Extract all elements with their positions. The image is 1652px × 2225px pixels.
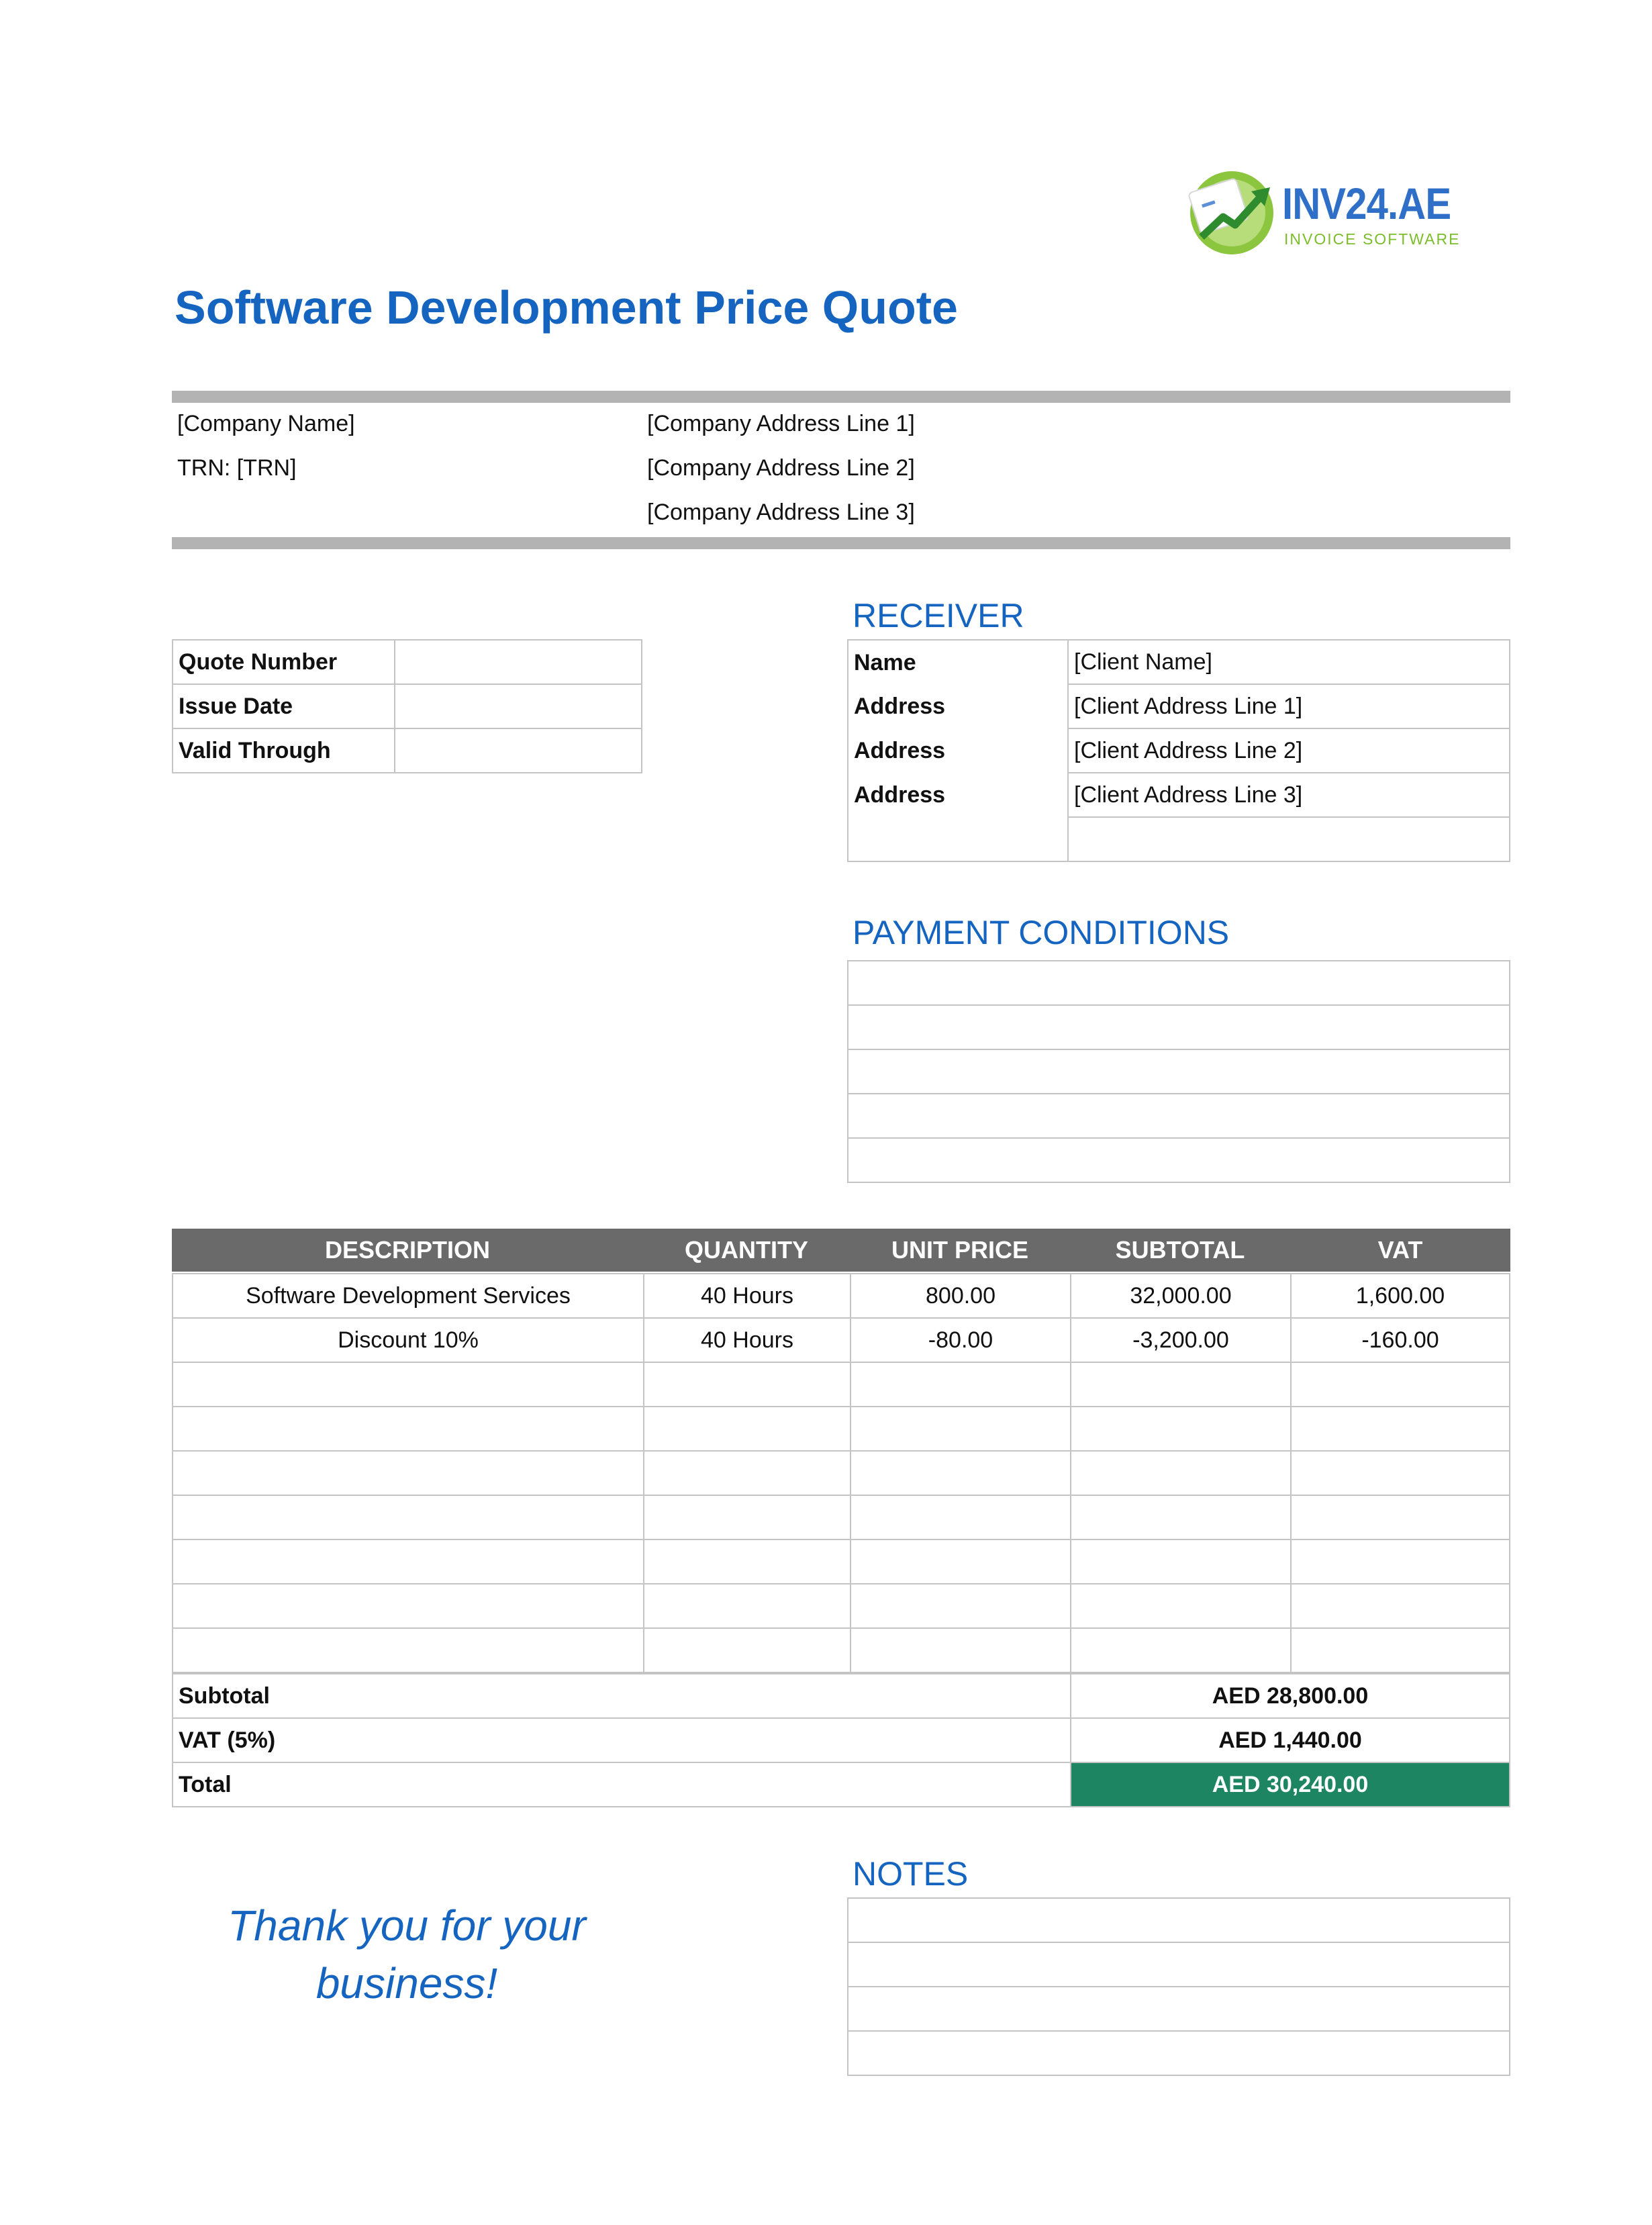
cell-quantity[interactable]: 40 Hours — [643, 1273, 851, 1319]
company-address-line-2: [Company Address Line 2] — [647, 455, 915, 481]
cell-subtotal[interactable] — [1070, 1495, 1292, 1540]
cell-vat[interactable] — [1290, 1406, 1510, 1452]
receiver-address-label-3: Address — [847, 772, 1069, 818]
subtotal-label: Subtotal — [172, 1673, 1071, 1719]
cell-description[interactable] — [172, 1495, 644, 1540]
cell-subtotal[interactable]: 32,000.00 — [1070, 1273, 1292, 1319]
valid-through-field[interactable] — [394, 728, 642, 773]
logo-brand: INV24.AE — [1282, 179, 1451, 228]
cell-vat[interactable] — [1290, 1583, 1510, 1629]
cell-vat[interactable] — [1290, 1495, 1510, 1540]
cell-vat[interactable] — [1290, 1627, 1510, 1673]
company-trn: TRN: [TRN] — [177, 455, 297, 481]
header-unit-price: UNIT PRICE — [850, 1229, 1070, 1272]
cell-subtotal[interactable] — [1070, 1362, 1292, 1407]
cell-vat[interactable]: -160.00 — [1290, 1317, 1510, 1363]
issue-date-label: Issue Date — [172, 683, 396, 729]
cell-subtotal[interactable] — [1070, 1539, 1292, 1584]
company-address-line-3: [Company Address Line 3] — [647, 500, 915, 525]
cell-description[interactable] — [172, 1450, 644, 1496]
receiver-address-field-1[interactable]: [Client Address Line 1] — [1067, 683, 1510, 729]
notes-row[interactable] — [847, 2030, 1510, 2076]
logo-tagline: INVOICE SOFTWARE — [1284, 230, 1461, 248]
notes-row[interactable] — [847, 1897, 1510, 1943]
bottom-divider — [172, 537, 1510, 549]
header-vat: VAT — [1290, 1229, 1510, 1272]
cell-description[interactable] — [172, 1583, 644, 1629]
payment-condition-row[interactable] — [847, 1137, 1510, 1183]
company-logo — [1181, 164, 1477, 258]
cell-unit-price[interactable] — [850, 1495, 1071, 1540]
receiver-address-label-2: Address — [847, 728, 1069, 773]
receiver-address-field-3[interactable]: [Client Address Line 3] — [1067, 772, 1510, 818]
receiver-address-label-1: Address — [847, 683, 1069, 729]
header-subtotal: SUBTOTAL — [1070, 1229, 1290, 1272]
cell-unit-price[interactable]: 800.00 — [850, 1273, 1071, 1319]
receiver-extra-label — [847, 816, 1069, 862]
cell-vat[interactable] — [1290, 1362, 1510, 1407]
valid-through-label: Valid Through — [172, 728, 396, 773]
receiver-name-field[interactable]: [Client Name] — [1067, 639, 1510, 685]
cell-vat[interactable]: 1,600.00 — [1290, 1273, 1510, 1319]
header-description: DESCRIPTION — [172, 1229, 643, 1272]
vat-value: AED 1,440.00 — [1070, 1717, 1510, 1763]
cell-unit-price[interactable] — [850, 1583, 1071, 1629]
cell-quantity[interactable] — [643, 1406, 851, 1452]
payment-conditions-title: PAYMENT CONDITIONS — [853, 914, 1230, 951]
quote-number-label: Quote Number — [172, 639, 396, 685]
company-name: [Company Name] — [177, 411, 355, 436]
notes-title: NOTES — [853, 1855, 969, 1893]
cell-unit-price[interactable] — [850, 1406, 1071, 1452]
payment-condition-row[interactable] — [847, 1004, 1510, 1050]
notes-row[interactable] — [847, 1942, 1510, 1987]
cell-unit-price[interactable] — [850, 1539, 1071, 1584]
payment-condition-row[interactable] — [847, 1093, 1510, 1139]
cell-quantity[interactable] — [643, 1627, 851, 1673]
cell-vat[interactable] — [1290, 1450, 1510, 1496]
cell-subtotal[interactable] — [1070, 1627, 1292, 1673]
thank-you-message: Thank you for your business! — [228, 1901, 586, 2007]
header-quantity: QUANTITY — [643, 1229, 850, 1272]
cell-description[interactable] — [172, 1627, 644, 1673]
cell-description[interactable] — [172, 1539, 644, 1584]
total-label: Total — [172, 1762, 1071, 1807]
cell-quantity[interactable]: 40 Hours — [643, 1317, 851, 1363]
cell-quantity[interactable] — [643, 1495, 851, 1540]
cell-unit-price[interactable] — [850, 1450, 1071, 1496]
page-title: Software Development Price Quote — [175, 281, 958, 334]
issue-date-field[interactable] — [394, 683, 642, 729]
cell-description[interactable]: Discount 10% — [172, 1317, 644, 1363]
receiver-title: RECEIVER — [853, 597, 1024, 634]
company-address-line-1: [Company Address Line 1] — [647, 411, 915, 436]
cell-subtotal[interactable] — [1070, 1450, 1292, 1496]
cell-unit-price[interactable] — [850, 1627, 1071, 1673]
top-divider — [172, 391, 1510, 403]
receiver-extra-field[interactable] — [1067, 816, 1510, 862]
cell-subtotal[interactable] — [1070, 1406, 1292, 1452]
payment-condition-row[interactable] — [847, 960, 1510, 1006]
cell-unit-price[interactable]: -80.00 — [850, 1317, 1071, 1363]
cell-quantity[interactable] — [643, 1539, 851, 1584]
cell-unit-price[interactable] — [850, 1362, 1071, 1407]
vat-label: VAT (5%) — [172, 1717, 1071, 1763]
total-value: AED 30,240.00 — [1070, 1762, 1510, 1807]
quote-number-field[interactable] — [394, 639, 642, 685]
receiver-name-label: Name — [847, 639, 1069, 685]
cell-quantity[interactable] — [643, 1362, 851, 1407]
cell-quantity[interactable] — [643, 1583, 851, 1629]
notes-row[interactable] — [847, 1986, 1510, 2032]
payment-condition-row[interactable] — [847, 1049, 1510, 1094]
subtotal-value: AED 28,800.00 — [1070, 1673, 1510, 1719]
cell-subtotal[interactable] — [1070, 1583, 1292, 1629]
logo-chart-icon — [1181, 164, 1282, 258]
cell-quantity[interactable] — [643, 1450, 851, 1496]
cell-description[interactable]: Software Development Services — [172, 1273, 644, 1319]
cell-vat[interactable] — [1290, 1539, 1510, 1584]
cell-description[interactable] — [172, 1362, 644, 1407]
cell-description[interactable] — [172, 1406, 644, 1452]
receiver-address-field-2[interactable]: [Client Address Line 2] — [1067, 728, 1510, 773]
cell-subtotal[interactable]: -3,200.00 — [1070, 1317, 1292, 1363]
